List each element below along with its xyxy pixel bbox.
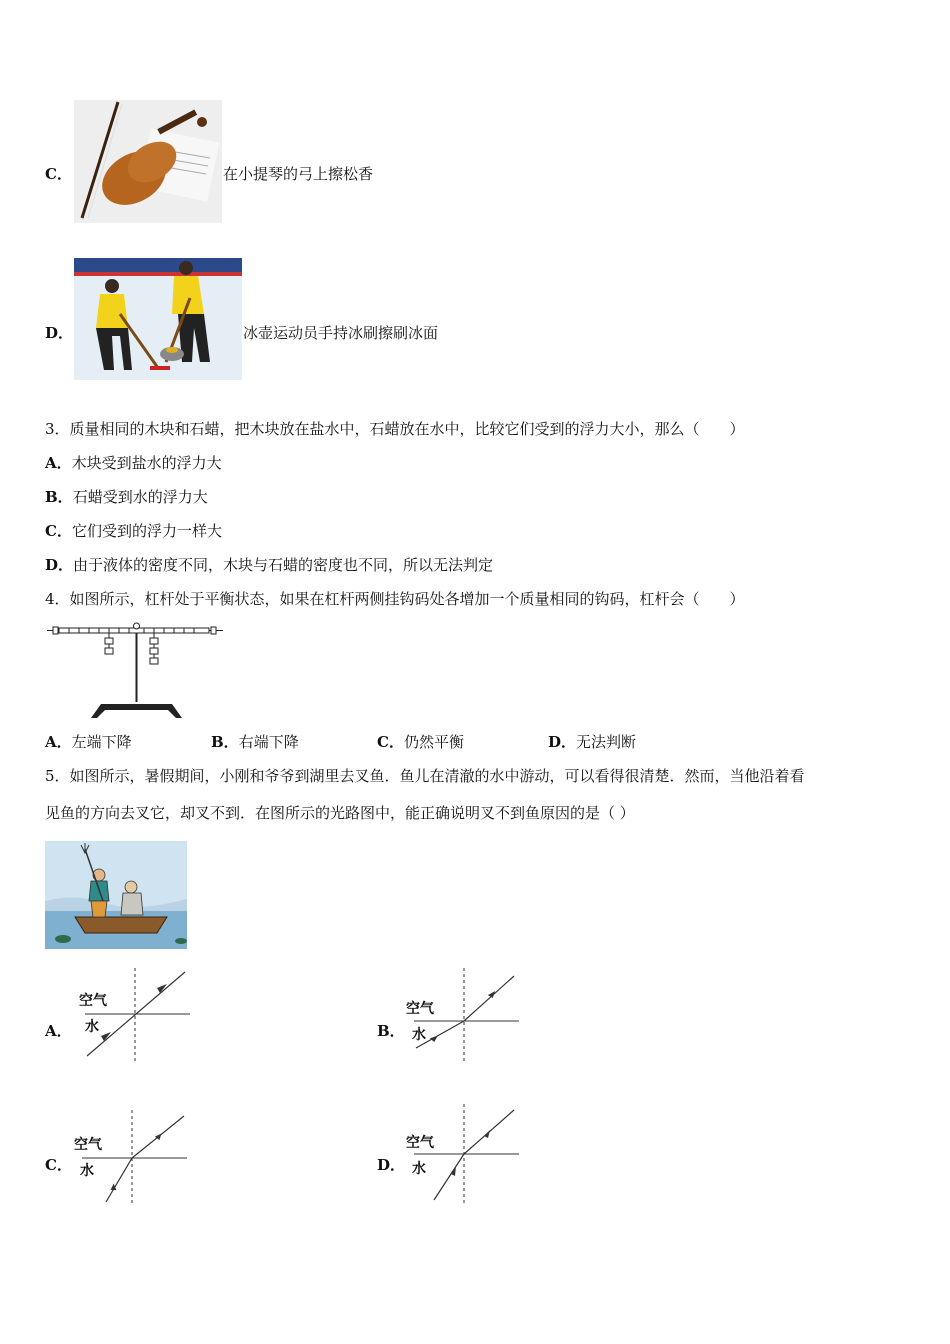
q4-option-c-label: C．	[377, 733, 404, 751]
lever-diagram	[45, 618, 230, 722]
q4-option-d-text: 无法判断	[576, 733, 637, 751]
q4-option-c	[377, 732, 464, 752]
q5-option-b-label: B．	[377, 1022, 405, 1040]
q4-option-b-text: 右端下降	[238, 733, 299, 751]
q4-option-a-label: A．	[45, 733, 72, 751]
q4-option-d-label: D．	[548, 733, 577, 751]
ray-diagram-a	[75, 968, 195, 1063]
water-label: 水	[80, 1163, 94, 1179]
q3-option-b	[45, 487, 208, 507]
q2-option-d-label: D．	[45, 324, 74, 342]
q4-option-a-text: 左端下降	[71, 733, 132, 751]
q5-stem-line2: 见鱼的方向去叉它，却叉不到．在图所示的光路图中，能正确说明叉不到鱼原因的是（ ）	[45, 804, 635, 822]
q2-option-c-label: C．	[45, 165, 72, 183]
q3-option-c-label: C．	[45, 522, 72, 540]
ray-diagram-d	[404, 1104, 524, 1204]
q3-option-d	[45, 555, 493, 575]
q3-option-d-text: 由于液体的密度不同，木块与石蜡的密度也不同，所以无法判定	[73, 556, 494, 574]
water-label: 水	[85, 1019, 99, 1035]
ray-diagram-b	[404, 968, 524, 1063]
q4-option-b-label: B．	[211, 733, 239, 751]
q3-option-a-label: A．	[45, 454, 72, 472]
q3-stem: 3．质量相同的木块和石蜡，把木块放在盐水中，石蜡放在水中，比较它们受到的浮力大小，那么（ ）	[45, 420, 745, 438]
air-label: 空气	[406, 1001, 434, 1017]
q3-option-c-text: 它们受到的浮力一样大	[71, 522, 222, 540]
q4-option-a	[45, 732, 132, 752]
q3-option-b-text: 石蜡受到水的浮力大	[72, 488, 208, 506]
ray-diagram-c	[72, 1110, 192, 1205]
q5-stem-line1: 5．如图所示，暑假期间，小刚和爷爷到湖里去叉鱼．鱼儿在清澈的水中游动，可以看得很清楚．然而，当他沿着看	[45, 767, 805, 785]
q5-option-c-label: C．	[45, 1156, 72, 1174]
air-label: 空气	[79, 993, 107, 1009]
q3-option-a	[45, 453, 222, 473]
violin-photo	[74, 100, 222, 223]
q4-option-b	[211, 732, 299, 752]
q5-option-a-label: A．	[45, 1022, 72, 1040]
q4-option-c-text: 仍然平衡	[403, 733, 464, 751]
curling-photo	[74, 258, 242, 380]
q3-option-d-label: D．	[45, 556, 74, 574]
q3-option-c	[45, 521, 222, 541]
q4-option-d	[548, 732, 636, 752]
q4-stem: 4．如图所示，杠杆处于平衡状态，如果在杠杆两侧挂钩码处各增加一个质量相同的钩码，杠杆会（ ）	[45, 590, 745, 608]
air-label: 空气	[74, 1137, 102, 1153]
q3-option-b-label: B．	[45, 488, 73, 506]
q2-option-c-text: 在小提琴的弓上擦松香	[223, 165, 374, 183]
q5-option-d-label: D．	[377, 1156, 406, 1174]
water-label: 水	[412, 1027, 426, 1043]
q2-option-d-text: 冰壶运动员手持冰刷擦刷冰面	[243, 324, 439, 342]
water-label: 水	[412, 1161, 426, 1177]
q3-option-a-text: 木块受到盐水的浮力大	[71, 454, 222, 472]
air-label: 空气	[406, 1135, 434, 1151]
fishing-scene-picture	[45, 841, 187, 949]
